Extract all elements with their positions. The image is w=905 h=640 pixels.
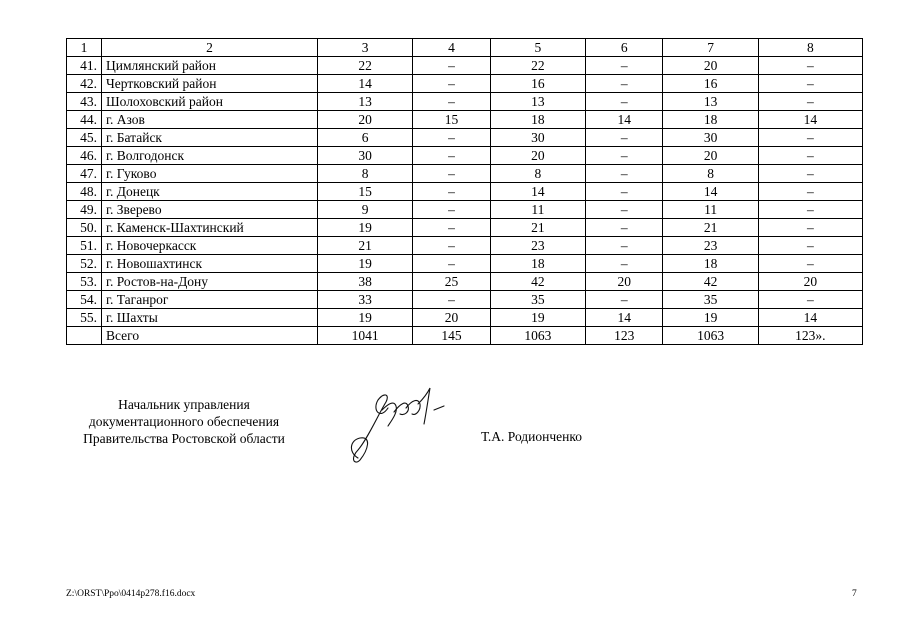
cell-c5: 13 (490, 93, 585, 111)
cell-c7: 21 (663, 219, 758, 237)
cell-c3: 21 (318, 237, 413, 255)
row-name: г. Батайск (102, 129, 318, 147)
cell-c4: 15 (413, 111, 490, 129)
cell-c5: 11 (490, 201, 585, 219)
cell-c6: – (586, 57, 663, 75)
cell-c5: 20 (490, 147, 585, 165)
cell-c7: 1063 (663, 327, 758, 345)
cell-c8: – (758, 183, 862, 201)
cell-c8: – (758, 291, 862, 309)
cell-c4: – (413, 237, 490, 255)
table-body (67, 39, 863, 345)
cell-c8: – (758, 129, 862, 147)
cell-c3: 8 (318, 165, 413, 183)
cell-c4: – (413, 291, 490, 309)
cell-c6: – (586, 93, 663, 111)
table-row (67, 147, 863, 165)
cell-c8: 20 (758, 273, 862, 291)
cell-c8: 14 (758, 111, 862, 129)
row-number: 51. (67, 237, 102, 255)
table-row (67, 237, 863, 255)
table-row (67, 75, 863, 93)
row-number: 48. (67, 183, 102, 201)
row-name: Цимлянский район (102, 57, 318, 75)
position-line-2: документационного обеспечения (88, 414, 280, 429)
table-row (67, 165, 863, 183)
table-row (67, 129, 863, 147)
row-name: г. Волгодонск (102, 147, 318, 165)
header-cell-2: 2 (102, 39, 318, 57)
document-file-path: Z:\ORST\Ppo\0414p278.f16.docx (66, 589, 196, 599)
header-cell-4: 4 (413, 39, 490, 57)
cell-c3: 15 (318, 183, 413, 201)
data-table (66, 38, 863, 345)
header-cell-1: 1 (67, 39, 102, 57)
cell-c4: – (413, 255, 490, 273)
table-row (67, 291, 863, 309)
cell-c8: – (758, 147, 862, 165)
cell-c4: 25 (413, 273, 490, 291)
cell-c7: 30 (663, 129, 758, 147)
handwritten-signature (338, 380, 458, 470)
table-row (67, 309, 863, 327)
row-name: Всего (102, 327, 318, 345)
cell-c4: – (413, 57, 490, 75)
cell-c7: 20 (663, 57, 758, 75)
cell-c5: 18 (490, 111, 585, 129)
cell-c3: 19 (318, 309, 413, 327)
cell-c8: – (758, 219, 862, 237)
cell-c8: – (758, 255, 862, 273)
row-number: 53. (67, 273, 102, 291)
cell-c5: 21 (490, 219, 585, 237)
cell-c7: 20 (663, 147, 758, 165)
cell-c4: – (413, 165, 490, 183)
cell-c6: – (586, 75, 663, 93)
cell-c8: – (758, 201, 862, 219)
cell-c8: – (758, 57, 862, 75)
row-name: г. Азов (102, 111, 318, 129)
cell-c6: – (586, 201, 663, 219)
header-cell-6: 6 (586, 39, 663, 57)
row-number: 42. (67, 75, 102, 93)
row-number (67, 327, 102, 345)
table-row (67, 201, 863, 219)
cell-c6: – (586, 129, 663, 147)
table-row (67, 327, 863, 345)
header-cell-3: 3 (318, 39, 413, 57)
table-row (67, 111, 863, 129)
cell-c7: 35 (663, 291, 758, 309)
cell-c4: – (413, 183, 490, 201)
signatory-position (64, 396, 304, 447)
cell-c7: 8 (663, 165, 758, 183)
row-number: 45. (67, 129, 102, 147)
cell-c6: – (586, 147, 663, 165)
row-number: 46. (67, 147, 102, 165)
cell-c8: – (758, 75, 862, 93)
cell-c3: 20 (318, 111, 413, 129)
cell-c8: – (758, 237, 862, 255)
cell-c5: 18 (490, 255, 585, 273)
cell-c3: 14 (318, 75, 413, 93)
cell-c5: 14 (490, 183, 585, 201)
cell-c5: 22 (490, 57, 585, 75)
cell-c5: 8 (490, 165, 585, 183)
cell-c5: 30 (490, 129, 585, 147)
row-name: г. Новочеркасск (102, 237, 318, 255)
cell-c7: 23 (663, 237, 758, 255)
signatory-name: Т.А. Родионченко (481, 429, 582, 444)
cell-c6: – (586, 183, 663, 201)
cell-c3: 30 (318, 147, 413, 165)
cell-c7: 42 (663, 273, 758, 291)
cell-c8: 14 (758, 309, 862, 327)
cell-c3: 6 (318, 129, 413, 147)
row-number: 47. (67, 165, 102, 183)
row-name: г. Новошахтинск (102, 255, 318, 273)
row-name: г. Гуково (102, 165, 318, 183)
cell-c7: 11 (663, 201, 758, 219)
row-name: г. Таганрог (102, 291, 318, 309)
cell-c3: 9 (318, 201, 413, 219)
cell-c5: 16 (490, 75, 585, 93)
table-row (67, 57, 863, 75)
row-name: г. Донецк (102, 183, 318, 201)
cell-c7: 18 (663, 111, 758, 129)
cell-c4: – (413, 75, 490, 93)
cell-c3: 1041 (318, 327, 413, 345)
cell-c8: – (758, 165, 862, 183)
cell-c3: 13 (318, 93, 413, 111)
cell-c4: – (413, 147, 490, 165)
cell-c6: – (586, 165, 663, 183)
cell-c6: – (586, 291, 663, 309)
cell-c4: 145 (413, 327, 490, 345)
cell-c5: 35 (490, 291, 585, 309)
table-row (67, 255, 863, 273)
cell-c3: 33 (318, 291, 413, 309)
cell-c6: – (586, 237, 663, 255)
cell-c7: 14 (663, 183, 758, 201)
cell-c5: 19 (490, 309, 585, 327)
row-number: 50. (67, 219, 102, 237)
table-row (67, 93, 863, 111)
position-line-3: Правительства Ростовской области (83, 431, 285, 446)
cell-c3: 19 (318, 219, 413, 237)
row-number: 55. (67, 309, 102, 327)
cell-c5: 1063 (490, 327, 585, 345)
cell-c7: 13 (663, 93, 758, 111)
cell-c7: 16 (663, 75, 758, 93)
row-number: 54. (67, 291, 102, 309)
row-name: г. Зверево (102, 201, 318, 219)
row-name: Шолоховский район (102, 93, 318, 111)
table-header-row (67, 39, 863, 57)
cell-c6: – (586, 219, 663, 237)
row-number: 49. (67, 201, 102, 219)
cell-c4: 20 (413, 309, 490, 327)
table-row (67, 219, 863, 237)
cell-c6: 20 (586, 273, 663, 291)
row-number: 44. (67, 111, 102, 129)
row-name: г. Ростов-на-Дону (102, 273, 318, 291)
cell-c5: 23 (490, 237, 585, 255)
cell-c5: 42 (490, 273, 585, 291)
row-name: г. Шахты (102, 309, 318, 327)
cell-c6: 123 (586, 327, 663, 345)
row-number: 41. (67, 57, 102, 75)
header-cell-7: 7 (663, 39, 758, 57)
cell-c4: – (413, 129, 490, 147)
cell-c3: 22 (318, 57, 413, 75)
table-row (67, 183, 863, 201)
cell-c4: – (413, 201, 490, 219)
row-number: 52. (67, 255, 102, 273)
cell-c6: 14 (586, 111, 663, 129)
position-line-1: Начальник управления (118, 397, 250, 412)
row-name: Чертковский район (102, 75, 318, 93)
header-cell-5: 5 (490, 39, 585, 57)
cell-c4: – (413, 93, 490, 111)
row-name: г. Каменск-Шахтинский (102, 219, 318, 237)
cell-c6: 14 (586, 309, 663, 327)
cell-c6: – (586, 255, 663, 273)
cell-c8: – (758, 93, 862, 111)
cell-c3: 19 (318, 255, 413, 273)
page-number: 7 (852, 589, 857, 599)
table-row (67, 273, 863, 291)
header-cell-8: 8 (758, 39, 862, 57)
cell-c3: 38 (318, 273, 413, 291)
row-number: 43. (67, 93, 102, 111)
cell-c4: – (413, 219, 490, 237)
cell-c8: 123». (758, 327, 862, 345)
cell-c7: 18 (663, 255, 758, 273)
cell-c7: 19 (663, 309, 758, 327)
